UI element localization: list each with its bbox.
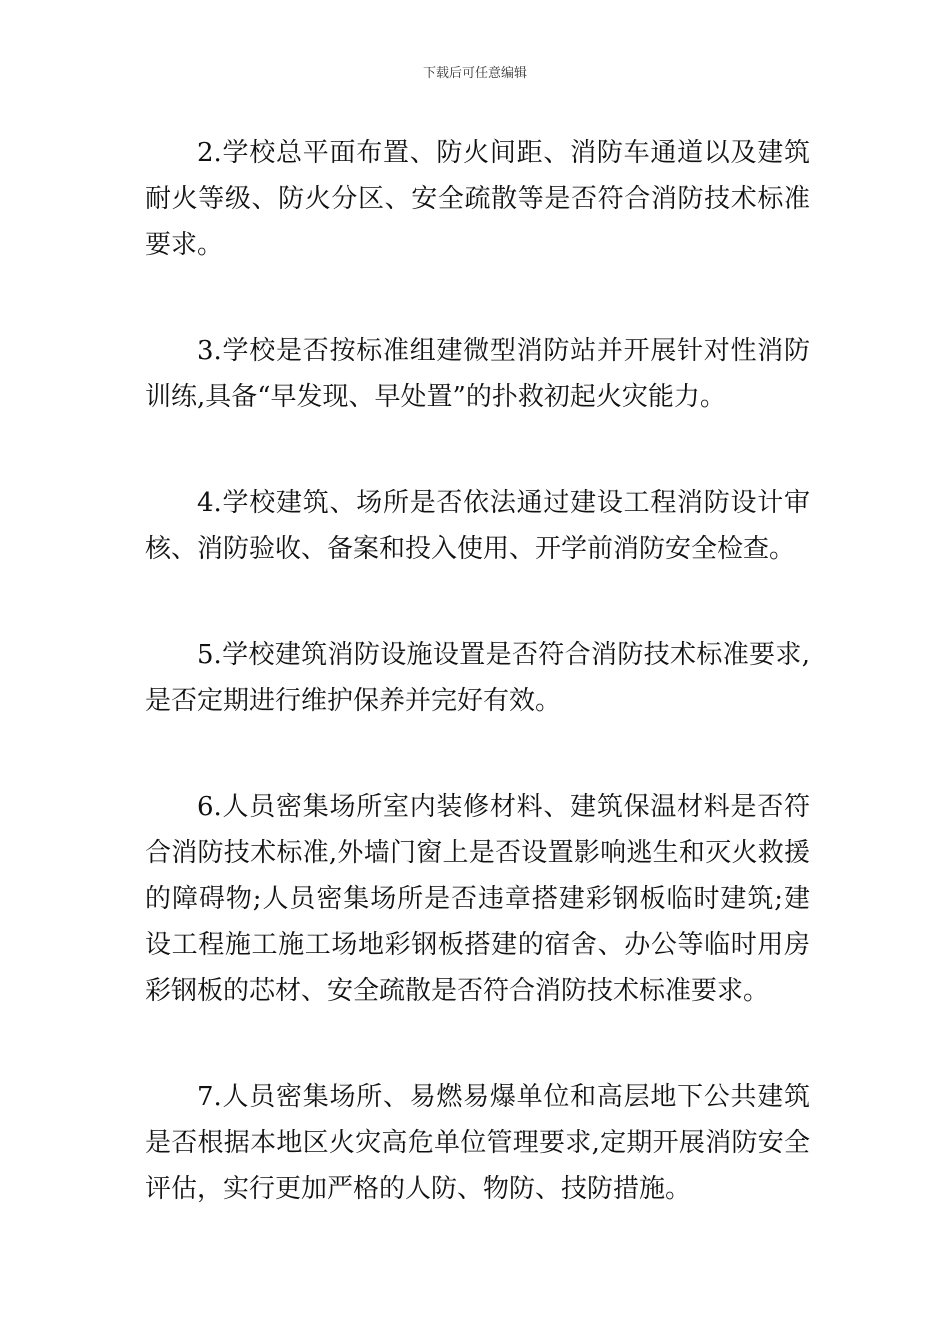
paragraph-item-5: 5.学校建筑消防设施设置是否符合消防技术标准要求,是否定期进行维护保养并完好有效。 — [145, 640, 810, 716]
document-body — [145, 130, 810, 1272]
page-header: 下载后可任意编辑 — [422, 66, 527, 81]
paragraph-item-3: 3.学校是否按标准组建微型消防站并开展针对性消防训练,具备“早发现、早处置”的扑救初起火灾能力。 — [145, 336, 810, 412]
paragraph-item-4: 4.学校建筑、场所是否依法通过建设工程消防设计审核、消防验收、备案和投入使用、开学前消防安全检查。 — [145, 488, 810, 564]
paragraph-item-7: 7.人员密集场所、易燃易爆单位和高层地下公共建筑是否根据本地区火灾高危单位管理要求,定期开展消防安全评估，实行更加严格的人防、物防、技防措施。 — [145, 1082, 810, 1204]
paragraph-item-6: 6.人员密集场所室内装修材料、建筑保温材料是否符合消防技术标准,外墙门窗上是否设置影响逃生和灭火救援的障碍物;人员密集场所是否违章搭建彩钢板临时建筑;建设工程施工施工场地彩钢板搭建的宿舍、办公等临时用房彩钢板的芯材、安全疏散是否符合消防技术标准要求。 — [145, 792, 810, 1006]
paragraph-item-2: 2.学校总平面布置、防火间距、消防车通道以及建筑耐火等级、防火分区、安全疏散等是否符合消防技术标准要求。 — [145, 138, 810, 260]
